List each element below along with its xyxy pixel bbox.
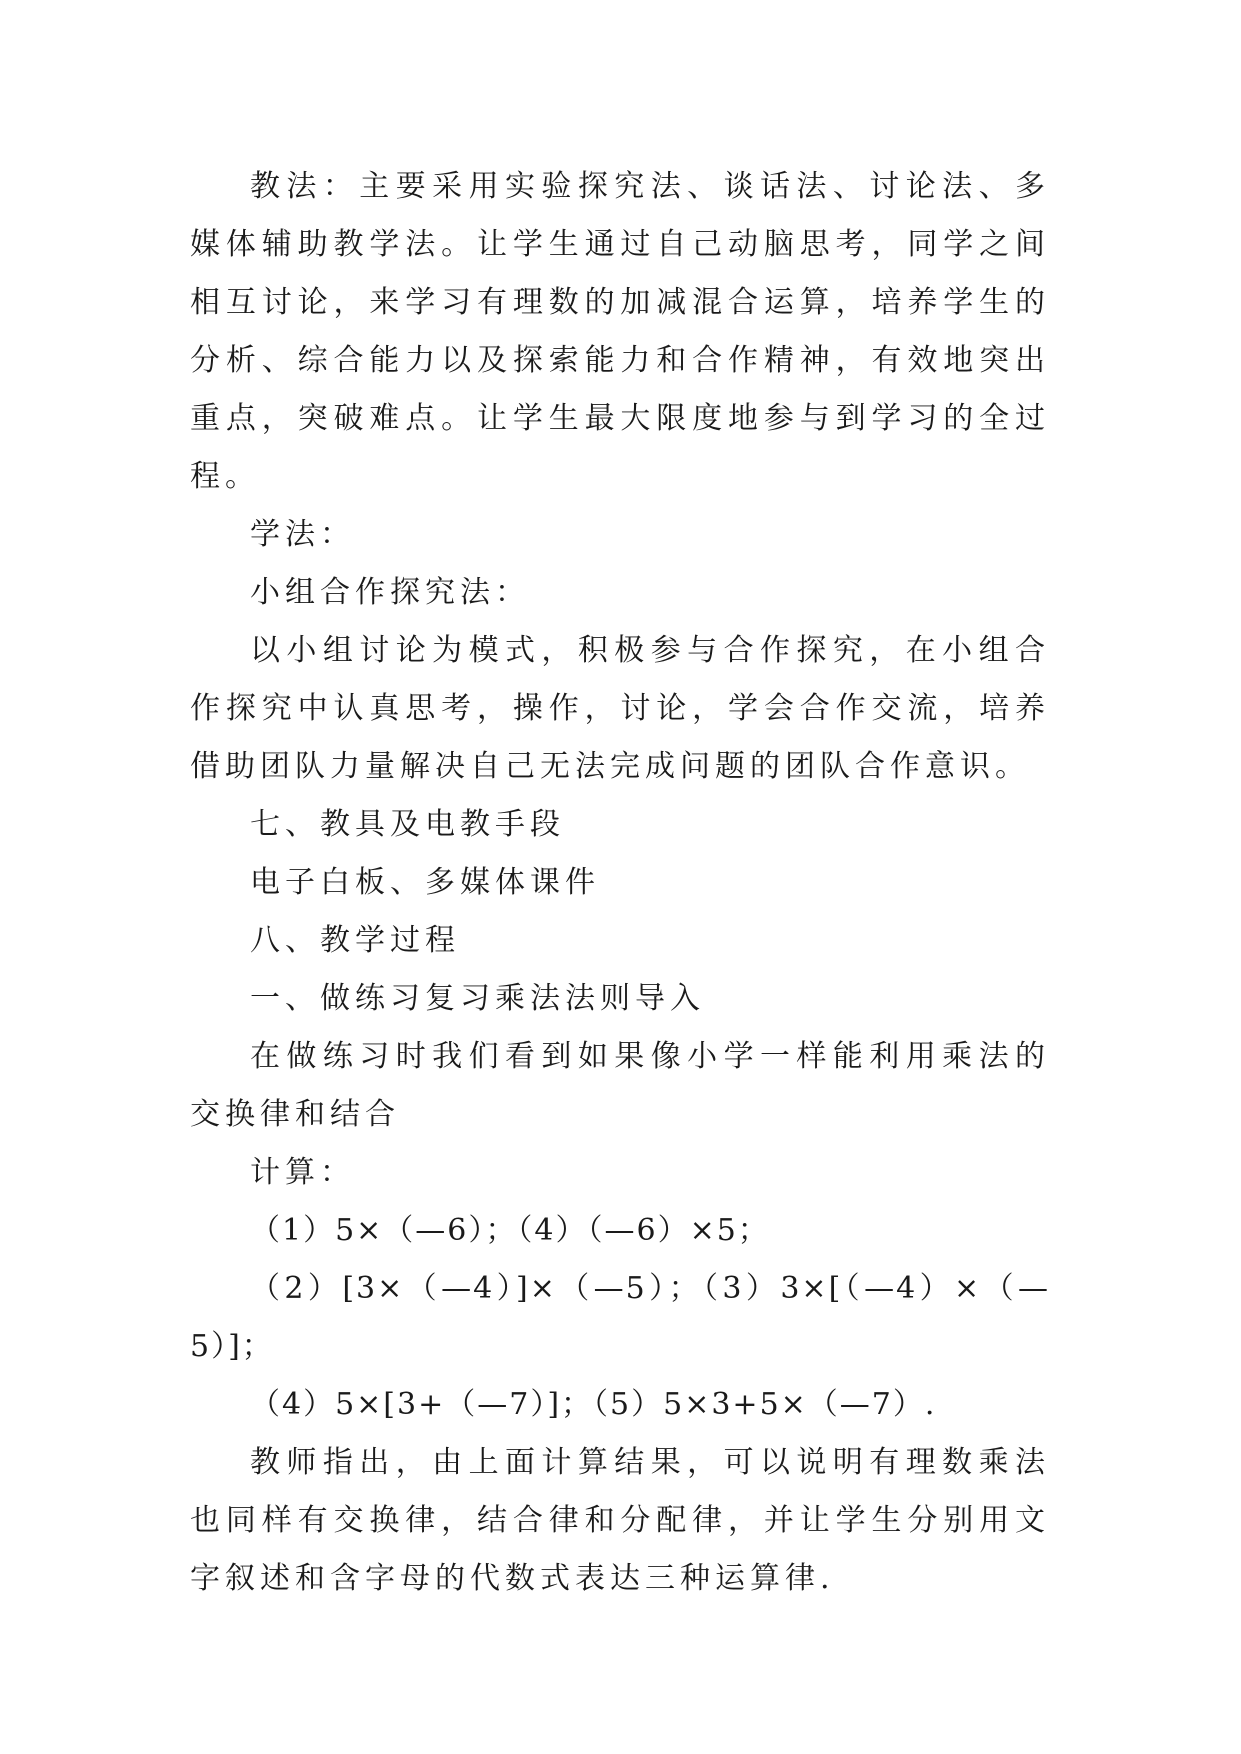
paragraph-calculate-label: 计算： <box>250 1155 355 1190</box>
subheading-review-exercise: 一、做练习复习乘法法则导入 <box>250 981 705 1016</box>
section-heading-teaching-aids: 七、教具及电教手段 <box>250 807 565 842</box>
math-exercise-line-2: （2）[3×（—4）]×（—5）；（3）3×[（—4）×（—5）]； <box>190 1271 1050 1364</box>
math-exercise-line-1: （1）5×（—6）；（4）（—6）×5； <box>250 1213 770 1248</box>
document-body <box>190 158 1050 1608</box>
paragraph-learning-method-heading: 学法： <box>250 517 355 552</box>
paragraph-group-inquiry: 以小组讨论为模式，积极参与合作探究，在小组合作探究中认真思考，操作，讨论，学会合作交流，培养借助团队力量解决自己无法完成问题的团队合作意识。 <box>190 633 1050 784</box>
math-exercise-line-3: （4）5×[3+（—7）]；（5）5×3+5×（—7）. <box>250 1387 937 1422</box>
paragraph-exercise-intro: 在做练习时我们看到如果像小学一样能利用乘法的交换律和结合 <box>190 1039 1050 1132</box>
section-heading-teaching-process: 八、教学过程 <box>250 923 460 958</box>
paragraph-teaching-aids: 电子白板、多媒体课件 <box>250 865 600 900</box>
paragraph-teacher-summary: 教师指出，由上面计算结果，可以说明有理数乘法也同样有交换律，结合律和分配律，并让学生分别用文字叙述和含字母的代数式表达三种运算律. <box>190 1445 1050 1596</box>
paragraph-teaching-method: 教法：主要采用实验探究法、谈话法、讨论法、多媒体辅助教学法。让学生通过自己动脑思考，同学之间相互讨论，来学习有理数的加减混合运算，培养学生的分析、综合能力以及探索能力和合作精神，有效地突出重点，突破难点。让学生最大限度地参与到学习的全过程。 <box>190 169 1050 494</box>
paragraph-group-inquiry-heading: 小组合作探究法： <box>250 575 530 610</box>
